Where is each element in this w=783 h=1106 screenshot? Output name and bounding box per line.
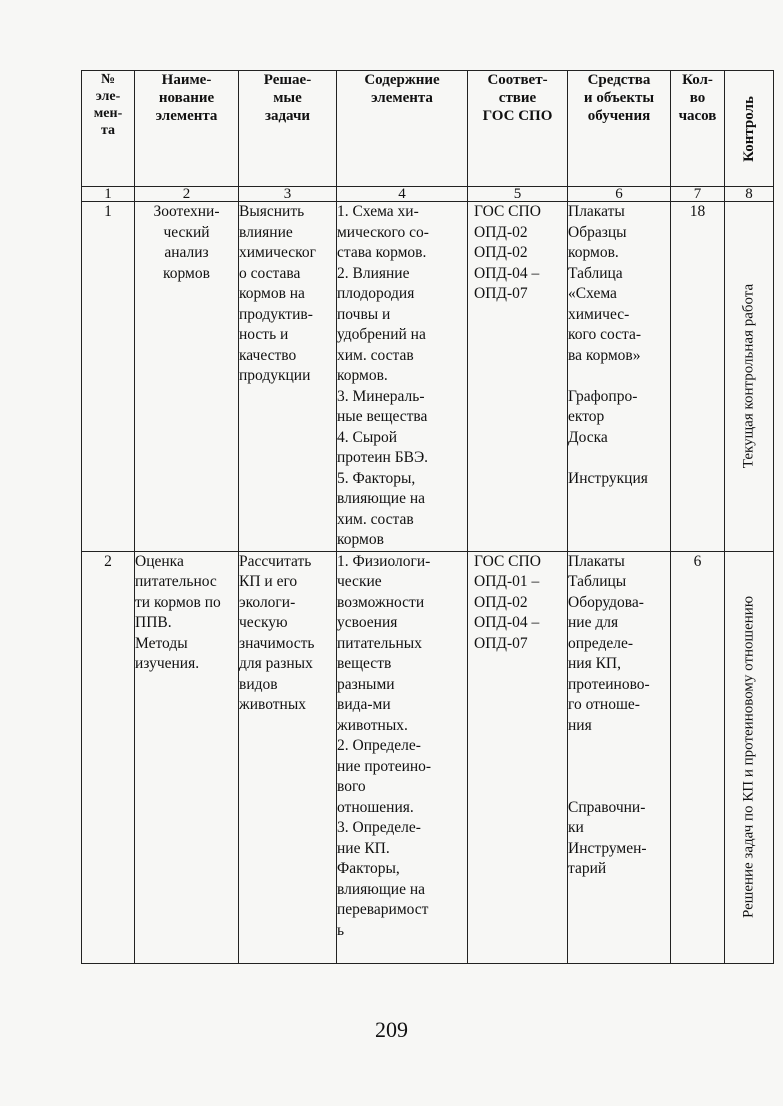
header-means: Средства и объекты обучения (568, 71, 671, 187)
column-number: 1 (82, 187, 135, 202)
column-number: 2 (135, 187, 239, 202)
column-number: 7 (671, 187, 725, 202)
row-control: Текущая контрольная работа (740, 284, 757, 469)
header-content: Содержние элемента (337, 71, 468, 187)
row-content: 1. Схема хи- мического со- става кормов. 2. Влияние плодородия почвы и удобрений на хим. состав кормов. 3. Минераль- ные вещества 4. Сырой протеин БВЭ. 5. Факторы, влияющие на хим. состав кормов (337, 202, 468, 552)
column-number: 4 (337, 187, 468, 202)
table-row (82, 551, 774, 963)
row-means: Плакаты Таблицы Оборудова- ние для определе- ния КП, протеиново- го отноше- ния Справочни- ки Инструмен- тарий (568, 551, 671, 963)
row-means: Плакаты Образцы кормов. Таблица «Схема химичес- кого соста- ва кормов» Графопро- ектор Доска Инструкция (568, 202, 671, 552)
row-hours: 6 (671, 551, 725, 963)
page-number: 209 (375, 1017, 408, 1042)
row-tasks: Выяснить влияние химическог о состава кормов на продуктив- ность и качество продукции (239, 202, 337, 552)
column-number: 6 (568, 187, 671, 202)
row-element-name: Оценка питательнос ти кормов по ППВ. Методы изучения. (135, 551, 239, 963)
column-number: 8 (725, 187, 774, 202)
row-control-cell (725, 202, 774, 552)
header-tasks: Решае- мые задачи (239, 71, 337, 187)
row-element-name: Зоотехни- ческий анализ кормов (135, 202, 239, 552)
row-control-cell (725, 551, 774, 963)
row-control: Решение задач по КП и протеиновому отношению (740, 595, 757, 919)
header-row (82, 71, 774, 187)
header-control: Контроль (741, 95, 757, 162)
row-tasks: Рассчитать КП и его экологи- ческую значимость для разных видов животных (239, 551, 337, 963)
column-number: 3 (239, 187, 337, 202)
curriculum-table (81, 70, 774, 964)
row-number: 1 (82, 202, 135, 552)
header-control-cell (725, 71, 774, 187)
column-number-row (82, 187, 774, 202)
header-hours: Кол- во часов (671, 71, 725, 187)
row-standard: ГОС СПО ОПД-01 – ОПД-02 ОПД-04 – ОПД-07 (468, 551, 568, 963)
header-standard: Соответ- ствие ГОС СПО (468, 71, 568, 187)
column-number: 5 (468, 187, 568, 202)
header-element-number: № эле- мен- та (82, 71, 135, 187)
row-number: 2 (82, 551, 135, 963)
table-row (82, 202, 774, 552)
row-standard: ГОС СПО ОПД-02 ОПД-02 ОПД-04 – ОПД-07 (468, 202, 568, 552)
header-element-name: Наиме- нование элемента (135, 71, 239, 187)
row-content: 1. Физиологи- ческие возможности усвоения питательных веществ разными вида-ми животных. 2. Определе- ние протеино- вого отношения. 3. Определе- ние КП. Факторы, влияющие на переваримост ь (337, 551, 468, 963)
row-hours: 18 (671, 202, 725, 552)
